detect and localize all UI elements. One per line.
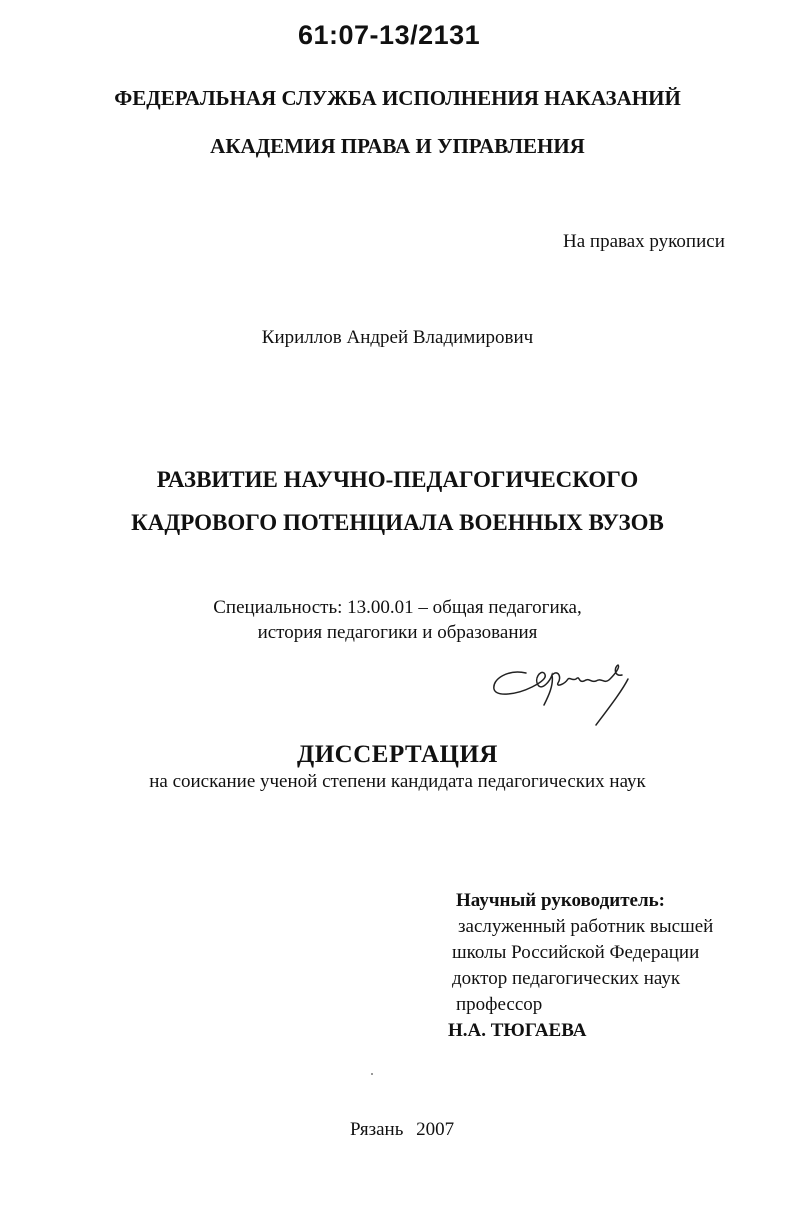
supervisor-title-line: профессор bbox=[456, 994, 543, 1015]
thesis-title-line-2: КАДРОВОГО ПОТЕНЦИАЛА ВОЕННЫХ ВУЗОВ bbox=[131, 510, 664, 535]
scan-speck bbox=[371, 1073, 373, 1075]
thesis-title-line-1: РАЗВИТИЕ НАУЧНО-ПЕДАГОГИЧЕСКОГО bbox=[156, 467, 639, 492]
city-year: Рязань 2007 bbox=[350, 1119, 455, 1140]
dissertation-label: ДИССЕРТАЦИЯ bbox=[297, 741, 498, 768]
specialty-line-2: история педагогики и образования bbox=[257, 622, 538, 643]
supervisor-title-line: заслуженный работник высшей bbox=[458, 916, 714, 937]
manuscript-rights-note: На правах рукописи bbox=[563, 231, 725, 252]
supervisor-title-line: школы Российской Федерации bbox=[452, 942, 700, 963]
organization-line-2: АКАДЕМИЯ ПРАВА И УПРАВЛЕНИЯ bbox=[210, 134, 585, 158]
dissertation-degree: на соискание ученой степени кандидата педагогических наук bbox=[149, 771, 646, 792]
organization-line-1: ФЕДЕРАЛЬНАЯ СЛУЖБА ИСПОЛНЕНИЯ НАКАЗАНИЙ bbox=[114, 86, 681, 110]
author-name: Кириллов Андрей Владимирович bbox=[261, 327, 534, 348]
handwritten-signature bbox=[486, 655, 646, 730]
supervisor-title-line: доктор педагогических наук bbox=[452, 968, 681, 989]
specialty-line-1: Специальность: 13.00.01 – общая педагогика, bbox=[213, 597, 582, 618]
supervisor-heading: Научный руководитель: bbox=[456, 890, 665, 911]
catalog-code: 61:07-13/2131 bbox=[298, 20, 481, 50]
supervisor-block bbox=[448, 888, 713, 1044]
supervisor-name: Н.А. ТЮГАЕВА bbox=[448, 1020, 587, 1041]
